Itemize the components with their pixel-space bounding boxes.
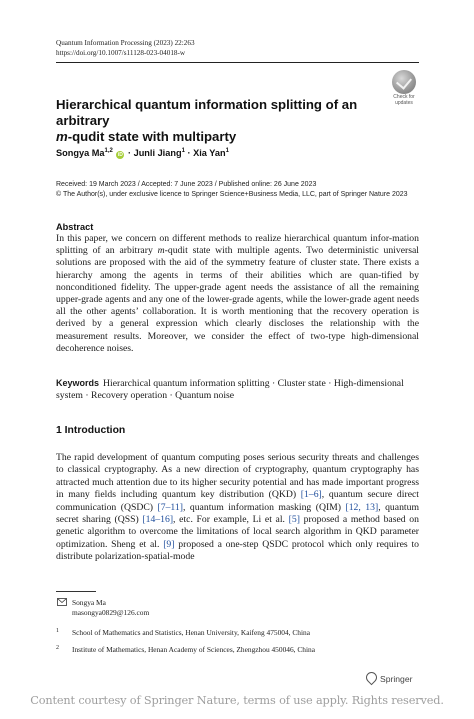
check-mark-icon xyxy=(392,70,416,94)
affiliation-number: 1 xyxy=(56,628,59,634)
citation-link[interactable]: [9] xyxy=(163,538,175,550)
author-email[interactable]: masongya0829@126.com xyxy=(72,608,150,617)
abstract-body xyxy=(56,233,419,355)
check-updates-line2: updates xyxy=(395,99,413,106)
intro-text: proposed a one-step QSDC protocol which only requires to distribute polarization-spatial-mode xyxy=(56,538,419,563)
citation-link[interactable]: [7–11] xyxy=(157,501,183,513)
copyright-line: © The Author(s), under exclusive licence to Springer Science+Business Media, LLC, part of Springer Nature 2023 xyxy=(56,191,408,198)
title-line2-rest: -qudit state with multiparty xyxy=(67,129,237,144)
publication-dates xyxy=(56,180,408,200)
abstract-heading: Abstract xyxy=(56,222,94,232)
author-separator: · xyxy=(184,148,194,158)
title-line2 xyxy=(56,129,386,145)
affiliation-number: 2 xyxy=(56,645,59,651)
introduction-body xyxy=(56,452,419,564)
paper-title xyxy=(56,97,386,145)
courtesy-watermark: Content courtesy of Springer Nature, terms of use apply. Rights reserved. xyxy=(30,694,444,707)
abstract-text-rest: -qudit state with multiple agents. Two deterministic universal solutions are proposed with the aid of the symmetry feature of cluster state. There exists a hierarchy among the agents in terms of their abilities which are quan-tified by nonconditioned fidelity. The upper-grade agent needs the assistance of all the remaining upper-grade agents and any one of the lower-grade agents, while the lower-grade agent needs all the other agents’ collaboration. It is worth mentioning that the recovery operation is derived by a general expression which clearly discloses the relationship with the measurement results. Moreover, we consider the effect of two-type high-dimensional decoherence noises. xyxy=(56,245,419,354)
envelope-icon xyxy=(57,598,67,608)
author-name[interactable]: Songya Ma xyxy=(56,148,105,158)
title-italic-m: m xyxy=(56,129,68,144)
author-affiliation-sup: 1,2 xyxy=(104,148,113,154)
keywords-block xyxy=(56,377,419,402)
publisher-name: Springer xyxy=(380,674,413,684)
check-updates-line1: Check for xyxy=(393,94,415,100)
doi-link[interactable]: https://doi.org/10.1007/s11128-023-04018-w xyxy=(56,49,186,57)
intro-text: The rapid development of quantum computing poses serious security threats and challenges to classical cryptography. As a new direction of cryptography, quantum cryptography has attracted much attention due to its higher security potential and has made important progress in many fields including quantum key distribution (QKD) xyxy=(56,452,419,501)
citation-link[interactable]: [14–16] xyxy=(142,514,174,526)
corresponding-author-name: Songya Ma xyxy=(72,598,106,607)
section-heading-introduction: 1 Introduction xyxy=(56,425,126,436)
author-name[interactable]: Xia Yan xyxy=(193,148,226,158)
title-line1: Hierarchical quantum information splitting of an arbitrary xyxy=(56,97,358,128)
keywords-label: Keywords xyxy=(56,378,100,388)
author-name[interactable]: Junli Jiang xyxy=(133,148,182,158)
publisher-logo xyxy=(366,672,412,684)
affiliation-2: Institute of Mathematics, Henan Academy of Sciences, Zhengzhou 450046, China xyxy=(72,645,316,654)
affiliation-1: School of Mathematics and Statistics, Henan University, Kaifeng 475004, China xyxy=(72,628,311,637)
footnote-rule xyxy=(56,591,96,592)
keywords-text: Hierarchical quantum information splitting · Cluster state · High-dimensional system · Recovery operation · Quantum noise xyxy=(56,378,404,402)
author-separator: · xyxy=(125,148,134,158)
author-affiliation-sup: 1 xyxy=(181,148,185,154)
citation-link[interactable]: [5] xyxy=(288,514,300,526)
author-affiliation-sup: 1 xyxy=(225,148,229,154)
abstract-text: In this paper, we concern on different methods to realize hierarchical quantum infor-mation splitting of an arbitrary xyxy=(56,233,419,257)
intro-text: , quantum information masking (QIM) xyxy=(182,501,346,513)
journal-citation: Quantum Information Processing (2023) 22:263 xyxy=(56,39,195,47)
springer-horse-icon xyxy=(364,670,380,686)
header-rule xyxy=(56,62,419,63)
intro-text: , quantum secret sharing (QSS) xyxy=(56,501,419,526)
author-list xyxy=(56,148,229,159)
check-for-updates-badge[interactable] xyxy=(389,70,419,106)
intro-text: , etc. For example, Li et al. xyxy=(173,514,289,526)
intro-text: proposed a method based on genetic algorithm to overcome the limitations of local search algorithm in QKD parameter optimization. Sheng et al. xyxy=(56,514,419,550)
citation-link[interactable]: [12, 13] xyxy=(345,501,379,513)
orcid-icon[interactable]: iD xyxy=(117,152,123,158)
abstract-italic-m: m xyxy=(157,245,165,257)
history-dates: Received: 19 March 2023 / Accepted: 7 June 2023 / Published online: 26 June 2023 xyxy=(56,181,317,188)
citation-link[interactable]: [1–6] xyxy=(300,489,322,501)
intro-text: , quantum secure direct communication (QSDC) xyxy=(56,489,419,513)
journal-header xyxy=(56,38,195,58)
corresponding-author xyxy=(72,598,149,618)
